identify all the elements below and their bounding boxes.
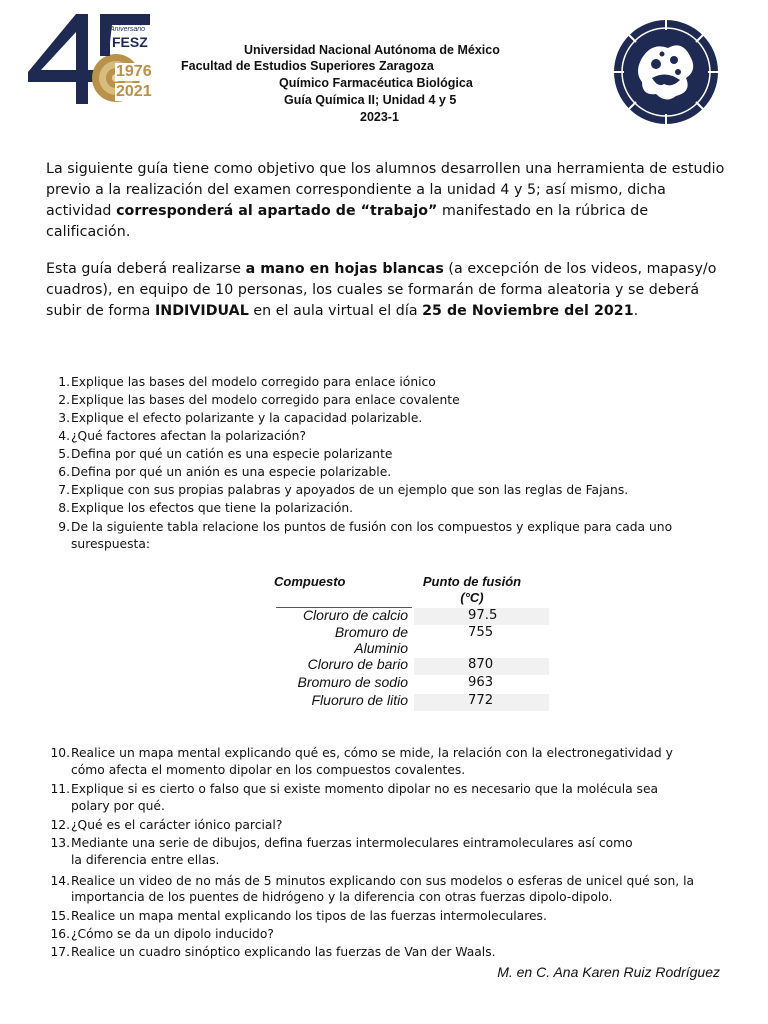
question-number: 12. [50,818,70,832]
question-text: Explique las bases del modelo corregido para enlace iónico [71,375,436,389]
table-compound-cell: Bromuro de [334,624,408,640]
table-compound-cell: Cloruro de bario [307,656,408,672]
question-item [32,446,732,464]
question-text: Explique las bases del modelo corregido para enlace covalente [71,393,460,407]
guide-title: Guía Química II; Unidad 4 y 5 [284,93,457,107]
question-item [32,428,732,446]
question-number: 16. [50,927,70,941]
question-item [32,944,732,962]
logo-fesz-text: FESZ [112,34,148,50]
question-number: 11. [50,782,70,796]
question-number: 5. [58,447,70,461]
table-header-mp-line1: Punto de fusión [422,574,522,589]
question-text: Explique si es cierto o falso que si existe momento dipolar no es necesario que la molécula sea [71,782,659,796]
intro-p1-text-a: La siguiente guía tiene como objetivo que los alumnos desarrollen una herramienta de estudio previo a la realización del examen correspondiente a la unidad 4 y 5; así mismo, dicha actividad [46,161,725,219]
question-item [32,464,732,482]
question-item [32,374,732,392]
question-number: 15. [50,909,70,923]
question-number: 14. [50,874,70,888]
table-value-cell: 772 [468,693,494,708]
question-number: 7. [58,483,70,497]
question-item [32,519,732,537]
author-signature: M. en C. Ana Karen Ruiz Rodríguez [497,964,720,980]
question-text: Explique el efecto polarizante y la capacidad polarizable. [71,411,423,425]
intro-p2-text-b: (a excepción de los videos, mapasy/o cuadros), en equipo de 10 personas, los cuales se formarán de forma aleatoria y se deberá subir de forma [46,261,717,319]
question-text: ¿Qué factores afectan la polarización? [71,429,306,443]
question-text-continued: importancia de los puentes de hidrógeno y la diferencia con otras fuerzas dipolo-dipolo. [71,890,613,904]
intro-p1-text-b: manifestado en la rúbrica de calificación. [46,203,649,240]
question-text: Defina por qué un catión es una especie polarizante [71,447,393,461]
question-number: 4. [58,429,70,443]
question-item [32,392,732,410]
question-text: Explique los efectos que tiene la polarización. [71,501,354,515]
question-text-continued: polary por qué. [71,799,165,813]
question-text: Realice un cuadro sinóptico explicando las fuerzas de Van der Waals. [71,945,496,959]
table-compound-cell: Fluoruro de litio [311,692,408,708]
question-text: Realice un mapa mental explicando los tipos de las fuerzas intermoleculares. [71,909,547,923]
table-value-cell: 97.5 [468,608,498,623]
intro-p1-bold: corresponderá al apartado de “trabajo” [116,203,438,219]
question-item [32,908,732,926]
intro-paragraph-1 [46,159,728,243]
intro-p2-text-c: en el aula virtual el día [248,303,423,319]
question-item [32,781,732,799]
question-text: Realice un video de no más de 5 minutos explicando con sus modelos o esferas de unicel qué son, la [71,874,695,888]
question-item [32,817,732,835]
question-text-continued: la diferencia entre ellas. [71,853,220,867]
question-item [32,482,732,500]
question-text: Explique con sus propias palabras y apoyados de un ejemplo que son las reglas de Fajans. [71,483,629,497]
question-number: 2. [58,393,70,407]
question-number: 9. [58,520,70,534]
fes-zaragoza-seal [612,18,720,126]
question-text-continued: cómo afecta el momento dipolar en los compuestos covalentes. [71,763,466,777]
table-value-cell: 963 [468,675,494,690]
question-text: ¿Cómo se da un dipolo inducido? [71,927,274,941]
table-header-mp-line2: (°C) [460,590,484,605]
question-item [32,926,732,944]
question-number: 1. [58,375,70,389]
question-item [32,873,732,891]
university-name: Universidad Nacional Autónoma de México [244,43,500,57]
table-header-compound: Compuesto [274,574,346,589]
question-text: Defina por qué un anión es una especie polarizable. [71,465,392,479]
question-number: 17. [50,945,70,959]
question-text: Mediante una serie de dibujos, defina fuerzas intermoleculares eintramoleculares así como [71,836,633,850]
question-item [32,500,732,518]
question-text: ¿Qué es el carácter iónico parcial? [71,818,283,832]
fesz-45-anniversary-logo [24,12,156,108]
question-item [32,745,732,763]
question-item [32,410,732,428]
question-number: 6. [58,465,70,479]
question-item [32,835,732,853]
intro-p2-text-a: Esta guía deberá realizarse [46,261,246,277]
table-compound-cell-continued: Aluminio [354,640,408,656]
question-text: Realice un mapa mental explicando qué es, cómo se mide, la relación con la electronegatividad y [71,746,673,760]
table-value-cell: 870 [468,657,494,672]
question-text: De la siguiente tabla relacione los puntos de fusión con los compuestos y explique para cada uno [71,520,673,534]
logo-45-label [24,12,25,13]
question-number: 10. [50,746,70,760]
intro-p2-bold-b: INDIVIDUAL [154,303,249,319]
question-text-continued: surespuesta: [71,537,151,551]
logo-anniversary-text: Aniversario [110,26,146,33]
intro-p2-bold-c: 25 de Noviembre del 2021 [422,303,634,319]
intro-paragraph-2 [46,259,728,322]
logo-year-end: 2021 [116,83,152,100]
table-compound-cell: Cloruro de calcio [302,607,408,623]
question-number: 8. [58,501,70,515]
question-number: 3. [58,411,70,425]
question-number: 13. [50,836,70,850]
table-value-cell: 755 [468,625,494,640]
intro-p2-bold-a: a mano en hojas blancas [245,261,444,277]
career-name: Químico Farmacéutica Biológica [279,76,473,90]
faculty-name: Facultad de Estudios Superiores Zaragoza [181,59,434,73]
period: 2023-1 [360,110,399,124]
intro-p2-text-d: . [633,303,639,319]
logo-year-start: 1976 [116,63,152,80]
table-header-melting-point [420,574,524,606]
table-compound-cell: Bromuro de sodio [297,674,408,690]
